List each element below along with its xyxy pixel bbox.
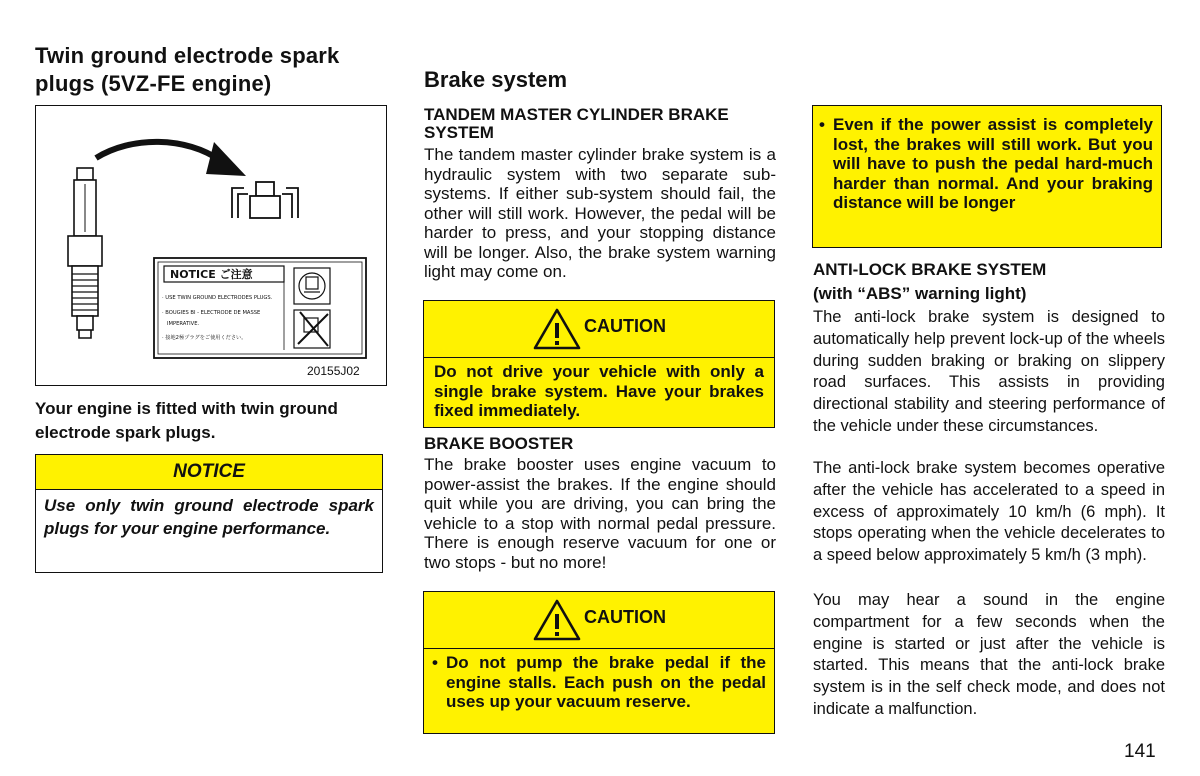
warning-triangle-icon: [532, 307, 582, 351]
bullet-icon: •: [819, 115, 825, 134]
abs-text-1: The anti-lock brake system is designed to automatically help prevent lock-up of the wheels during sudden braking or braking on slippery road surfaces. This assists in providing directional stability and steering performance of the vehicle under these circumstances.: [813, 308, 1165, 435]
brake-system-title: Brake system: [424, 67, 568, 92]
plate-line4: · 接地2極プラグをご使用ください。: [162, 335, 247, 341]
plate-line2: · BOUGIES BI - ELECTRODE DE MASSE: [162, 310, 261, 316]
electrode-detail-icon: [232, 182, 298, 218]
warning-bullet: [813, 106, 1161, 217]
abs-heading: ANTI-LOCK BRAKE SYSTEM: [813, 260, 1047, 279]
caution-header-1: [424, 301, 774, 358]
spark-plug-title-line1: Twin ground electrode spark: [35, 43, 340, 68]
tandem-text: The tandem master cylinder brake system is a hydraulic system with two separate sub-systems. If either sub-system should fail, the other will still work. However, the pedal will be harder to press, and your stopping distance will be longer. Also, the brake system warning light may come on.: [424, 145, 776, 281]
caution-header-2: [424, 592, 774, 649]
spark-plug-illustration: [36, 106, 386, 385]
booster-text: The brake booster uses engine vacuum to power-assist the brakes. If the engine should quit while you are driving, you can bring the vehicle to a stop with normal pedal pressure. There is enough reserve vacuum for one or two stops - but no more!: [424, 455, 776, 572]
caution-title-1: CAUTION: [584, 316, 666, 336]
warning-triangle-icon: [532, 598, 582, 642]
warning-box: [812, 105, 1162, 248]
notice-label-plate: [154, 258, 366, 358]
plate-notice-text: NOTICE ご注意: [170, 268, 253, 281]
notice-text: Use only twin ground electrode spark plugs for your engine performance.: [44, 496, 374, 538]
plate-line3: IMPERATIVE.: [167, 321, 200, 327]
abs-subheading: (with “ABS” warning light): [813, 284, 1027, 303]
warning-text: Even if the power assist is completely lost, the brakes will still work. But you will have to push the pedal hard-much harder than normal. And your braking distance will be longer: [833, 115, 1153, 212]
bullet-icon: •: [432, 653, 438, 672]
notice-box: [35, 454, 383, 573]
figure-code: 20155J02: [307, 364, 360, 378]
caution-title-2: CAUTION: [584, 607, 666, 627]
spark-plug-icon: [68, 168, 102, 338]
spark-plug-title-line2: plugs (5VZ-FE engine): [35, 71, 272, 96]
tandem-heading: TANDEM MASTER CYLINDER BRAKE SYSTEM: [424, 105, 729, 142]
notice-title: NOTICE: [36, 455, 382, 490]
caution-text-2: Do not pump the brake pedal if the engine stalls. Each push on the pedal uses up your vacuum reserve.: [446, 653, 766, 711]
curved-arrow-icon: [96, 142, 221, 161]
booster-heading: BRAKE BOOSTER: [424, 434, 574, 453]
abs-text-2: The anti-lock brake system becomes operative after the vehicle has accelerated to a speed in excess of approximately 10 km/h (6 mph). It stops operating when the vehicle decelerates to a speed below approximately 5 km/h (3 mph).: [813, 459, 1165, 565]
plate-line1: · USE TWIN GROUND ELECTRODES PLUGS.: [162, 295, 273, 301]
abs-text-3: You may hear a sound in the engine compartment for a few seconds when the engine is started or just after the vehicle is started. This means that the anti-lock brake system is in the self check mode, and does not indicate a malfunction.: [813, 591, 1165, 718]
spark-plug-title: [35, 42, 405, 98]
caution-bullet-2: [424, 649, 774, 716]
caution-box-2: [423, 591, 775, 734]
caution-text-1: Do not drive your vehicle with only a single brake system. Have your brakes fixed immediately.: [434, 362, 764, 420]
caution-box-1: [423, 300, 775, 428]
spark-plug-caption: Your engine is fitted with twin ground electrode spark plugs.: [35, 399, 338, 442]
spark-plug-figure: [35, 105, 387, 386]
page-number: 141: [1124, 741, 1156, 762]
